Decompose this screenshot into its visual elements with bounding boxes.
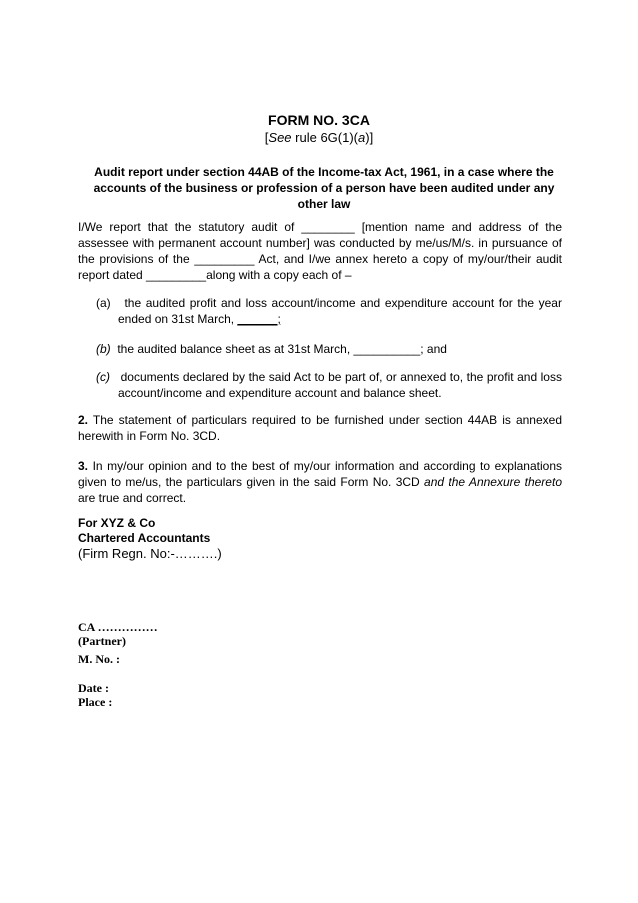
item-b-marker: (b) [96,342,111,356]
signature-ca: CA …………… [78,620,158,634]
item-c [96,369,562,401]
paragraph-1: I/We report that the statutory audit of ________ [mention name and address of the assessee with permanent account number] was conducted by me/us/M/s. in pursuance of the provisions of the _________ Act, and I/we annex hereto a copy of my/our/their audit report dated _________along with a copy each of – [78,220,562,282]
item-a-marker: (a) [96,296,111,310]
firm-type: Chartered Accountants [78,531,211,545]
paragraph-3: 3. In my/our opinion and to the best of my/our information and according to explanations given to me/us, the particulars given in the said Form No. 3CD and the Annexure thereto are true and correct. [78,459,562,505]
form-rule-reference: [See rule 6G(1)(a)] [264,130,374,145]
firm-name: For XYZ & Co [78,516,156,530]
signature-membership-no: M. No. : [78,652,120,666]
paragraph-2: 2. The statement of particulars required to be furnished under section 44AB is annexed herewith in Form No. 3CD. [78,413,562,443]
report-heading: Audit report under section 44AB of the Income-tax Act, 1961, in a case where the accounts of the business or profession of a person have been audited under any other law [93,165,555,211]
signature-date: Date : [78,681,109,695]
item-a [96,295,562,327]
paragraph-2-number: 2. [78,413,89,427]
item-c-marker: (c) [96,370,110,384]
firm-regn: (Firm Regn. No:-……….) [78,546,222,561]
item-a-blank: ______; [237,312,281,326]
item-c-text: documents declared by the said Act to be part of, or annexed to, the profit and loss account/income and expenditure account and balance sheet. [118,370,562,400]
item-a-text: the audited profit and loss account/income and expenditure account for the year ended on 31st March, [118,296,562,326]
firm-block [78,516,222,561]
form-title: FORM NO. 3CA [268,112,370,128]
item-b [96,341,562,357]
item-b-text: the audited balance sheet as at 31st March, __________; and [117,342,447,356]
signature-partner: (Partner) [78,634,126,648]
paragraph-3-number: 3. [78,459,89,473]
signature-place: Place : [78,695,113,709]
